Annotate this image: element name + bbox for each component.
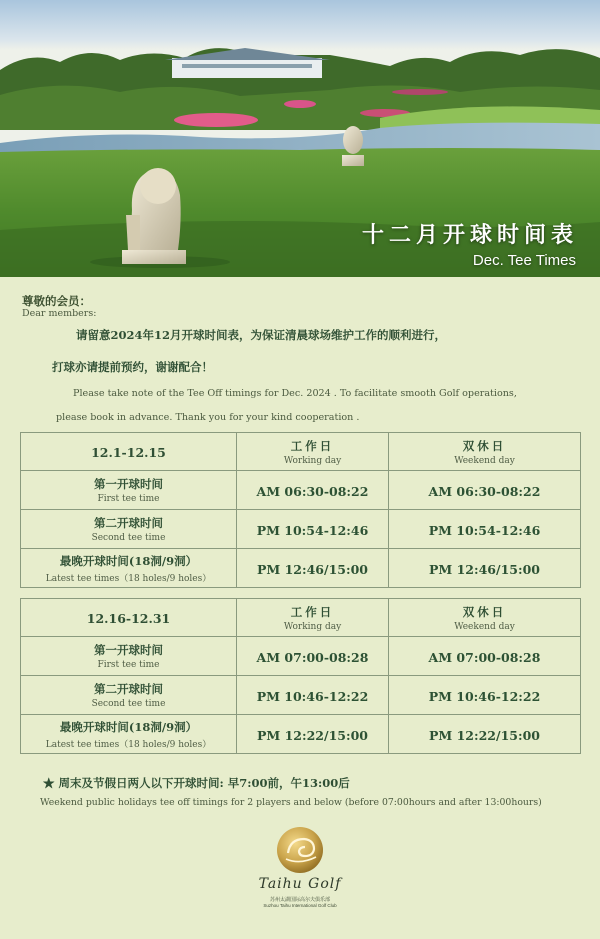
table-row <box>21 471 581 510</box>
notice-line2-english: please book in advance. Thank you for your kind cooperation . <box>56 412 360 423</box>
working-day-cn: 工作日 <box>290 604 335 619</box>
notice-line1-english: Please take note of the Tee Off timings for Dec. 2024 . To facilitate smooth Golf operations, <box>73 388 517 399</box>
weekend-note-chinese: ★ 周末及节假日两人以下开球时间: 早7:00前，午13:00后 <box>43 776 350 790</box>
greeting-english: Dear members: <box>22 308 97 319</box>
working-day-header <box>237 433 389 471</box>
time-cell <box>389 715 581 754</box>
row-label-latest <box>21 549 237 588</box>
table-row <box>21 549 581 588</box>
latest-tee-en: Latest tee times（18 holes/9 holes） <box>45 739 212 750</box>
weekend-day-en: Weekend day <box>454 455 515 466</box>
time-value: AM 06:30-08:22 <box>428 483 541 499</box>
first-tee-en: First tee time <box>97 660 160 670</box>
table-row <box>21 676 581 715</box>
table-header-row <box>21 599 581 637</box>
period-label: 12.1-12.15 <box>91 445 166 460</box>
working-day-header <box>237 599 389 637</box>
time-cell <box>237 637 389 676</box>
greeting-chinese: 尊敬的会员： <box>22 294 91 308</box>
time-value: PM 10:54-12:46 <box>428 522 541 538</box>
row-label-first <box>21 471 237 510</box>
row-label-second <box>21 676 237 715</box>
latest-tee-cn: 最晚开球时间(18洞/9洞） <box>59 719 198 734</box>
working-day-en: Working day <box>283 455 342 466</box>
logo-wordmark: Taihu Golf <box>258 876 342 892</box>
logo-name-english: Suzhou Taihu International Golf Club <box>263 903 337 908</box>
second-tee-cn: 第二开球时间 <box>94 682 163 696</box>
weekend-day-header <box>389 433 581 471</box>
time-cell <box>389 549 581 588</box>
table-row <box>21 510 581 549</box>
notice-line2-chinese: 打球亦请提前预约，谢谢配合！ <box>52 360 213 374</box>
working-day-cn: 工作日 <box>290 438 335 453</box>
table-header-row <box>21 433 581 471</box>
row-label-first <box>21 637 237 676</box>
weekend-day-header <box>389 599 581 637</box>
weekend-day-cn: 双休日 <box>462 604 507 619</box>
latest-tee-en: Latest tee times（18 holes/9 holes） <box>45 573 212 584</box>
weekend-day-en: Weekend day <box>454 621 515 632</box>
time-value: PM 12:46/15:00 <box>257 561 368 577</box>
tee-times-table-second-half <box>20 598 581 754</box>
time-cell <box>237 549 389 588</box>
notice-line1-chinese: 请留意2024年12月开球时间表，为保证清晨球场维护工作的顺利进行， <box>76 328 447 342</box>
period-label: 12.16-12.31 <box>86 611 171 626</box>
time-value: PM 10:46-12:22 <box>256 688 369 704</box>
first-tee-en: First tee time <box>97 494 160 504</box>
working-day-en: Working day <box>283 621 342 632</box>
time-cell <box>237 510 389 549</box>
period-cell <box>21 599 237 637</box>
weekend-note-english: Weekend public holidays tee off timings for 2 players and below (before 07:00hours and after 13:00hours) <box>40 797 542 808</box>
time-value: PM 10:54-12:46 <box>256 522 369 538</box>
row-label-second <box>21 510 237 549</box>
row-label-latest <box>21 715 237 754</box>
time-cell <box>389 637 581 676</box>
time-cell <box>389 510 581 549</box>
logo-name-chinese: 苏州太湖国际高尔夫俱乐部 <box>269 897 330 903</box>
club-logo-icon <box>258 825 342 875</box>
time-value: PM 10:46-12:22 <box>428 688 541 704</box>
time-cell <box>237 471 389 510</box>
first-tee-cn: 第一开球时间 <box>94 477 163 491</box>
time-cell <box>389 471 581 510</box>
time-value: PM 12:46/15:00 <box>429 561 540 577</box>
latest-tee-cn: 最晚开球时间(18洞/9洞） <box>59 553 198 568</box>
time-value: PM 12:22/15:00 <box>257 727 368 743</box>
first-tee-cn: 第一开球时间 <box>94 643 163 657</box>
table-row <box>21 637 581 676</box>
table-row <box>21 715 581 754</box>
second-tee-cn: 第二开球时间 <box>94 516 163 530</box>
second-tee-en: Second tee time <box>91 699 166 709</box>
time-cell <box>389 676 581 715</box>
title-chinese: 十二月开球时间表 <box>361 223 578 248</box>
second-tee-en: Second tee time <box>91 533 166 543</box>
time-cell <box>237 676 389 715</box>
title-english: Dec. Tee Times <box>472 252 576 269</box>
tee-times-table-first-half <box>20 432 581 588</box>
period-cell <box>21 433 237 471</box>
time-value: AM 07:00-08:28 <box>256 649 369 665</box>
time-value: AM 07:00-08:28 <box>428 649 541 665</box>
weekend-day-cn: 双休日 <box>462 438 507 453</box>
time-value: PM 12:22/15:00 <box>429 727 540 743</box>
time-cell <box>237 715 389 754</box>
hero-banner <box>0 0 600 277</box>
time-value: AM 06:30-08:22 <box>256 483 369 499</box>
